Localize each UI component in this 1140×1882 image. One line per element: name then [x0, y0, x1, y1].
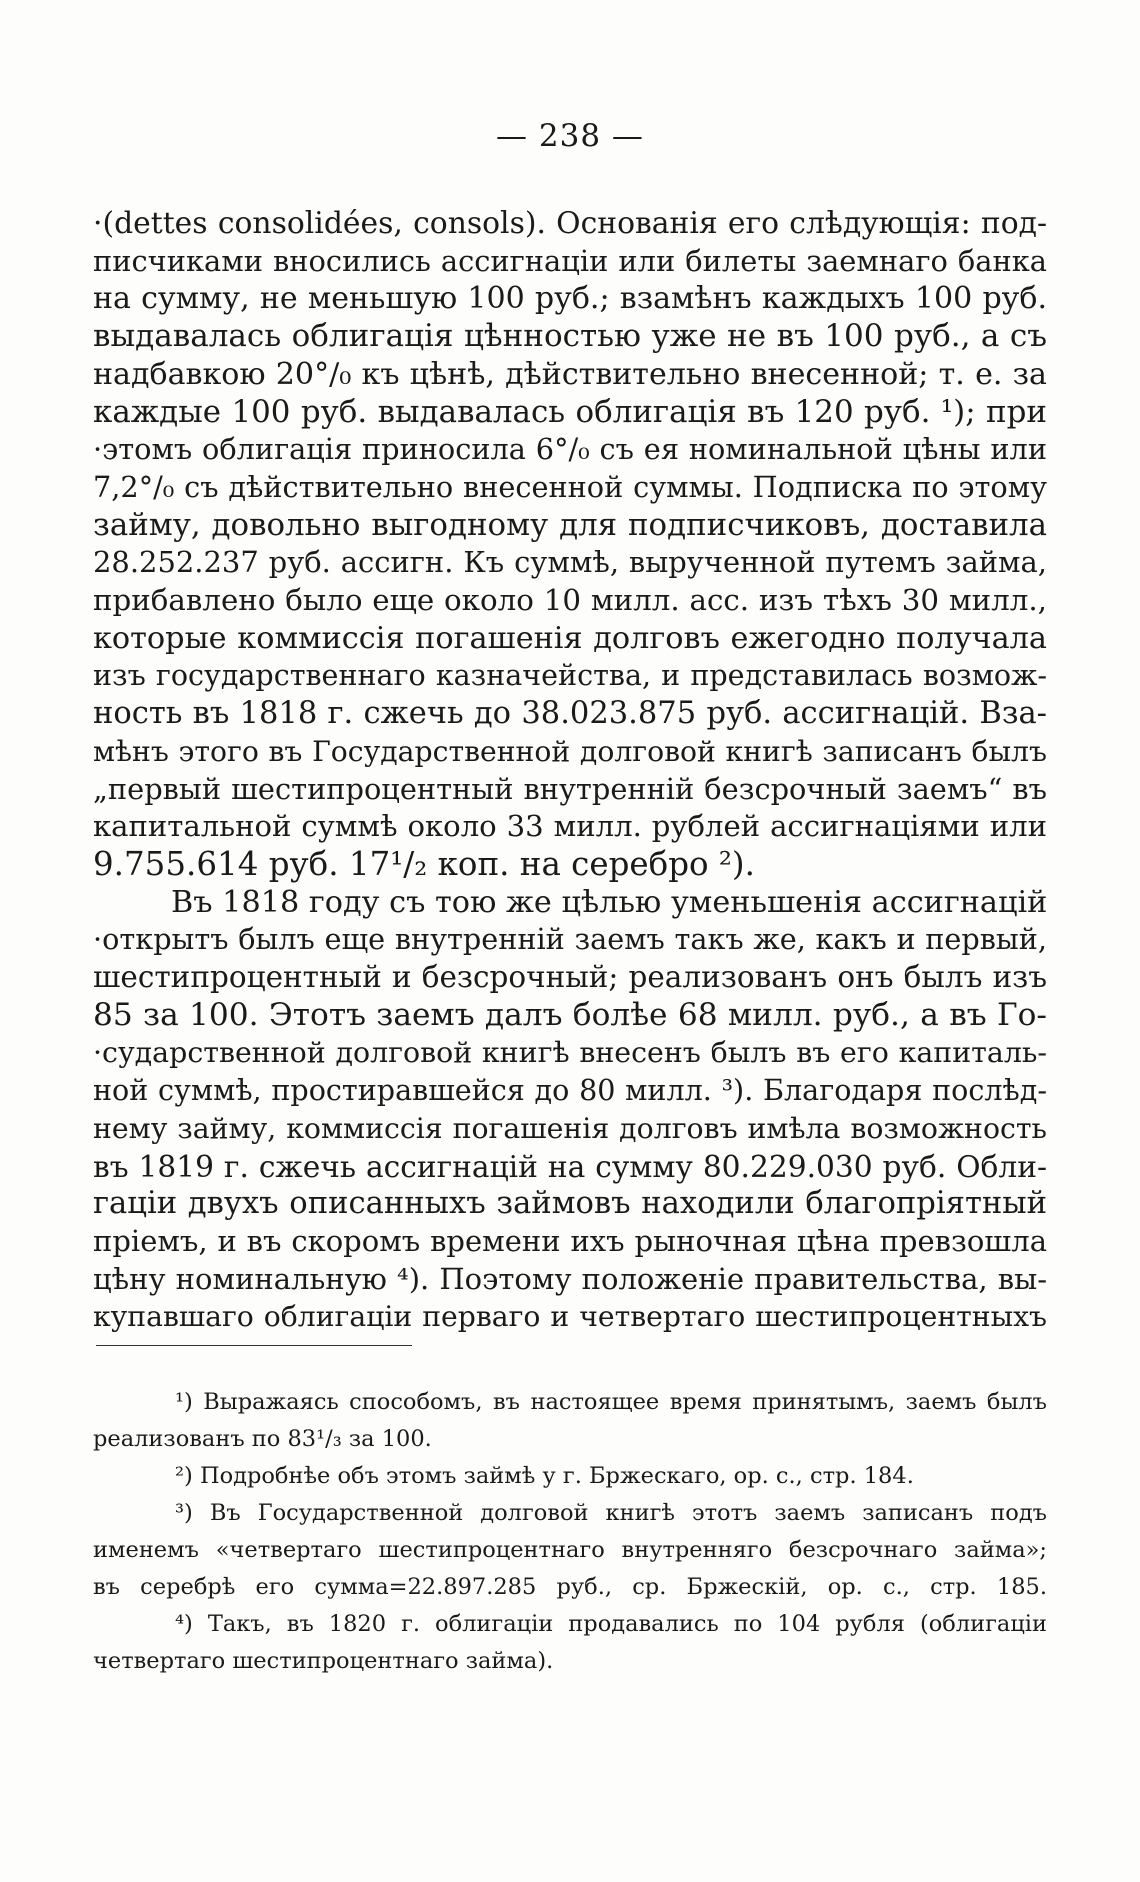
footnote-3-line: именемъ «четвертаго шестипроцентнаго внутренняго безсрочнаго займа»; — [93, 1537, 1047, 1563]
text-line: ·(dettes consolidées, consols). Основанія его слѣдующія: под- — [93, 206, 1047, 241]
text-line: 28.252.237 руб. ассигн. Къ суммѣ, вырученной путемъ займа, — [93, 545, 1047, 580]
text-line: шестипроцентный и безсрочный; реализованъ онъ былъ изъ — [93, 960, 1047, 995]
footnotes — [93, 1384, 1047, 1680]
footnote-1-line: ¹) Выражаясь способомъ, въ настоящее время принятымъ, заемъ былъ — [175, 1389, 1047, 1415]
text-line: писчиками вносились ассигнаціи или билеты заемнаго банка — [93, 243, 1047, 278]
text-line: изъ государственнаго казначейства, и представилась возмож- — [93, 658, 1047, 693]
text-line: прибавлено было еще около 10 милл. асс. изъ тѣхъ 30 милл., — [93, 583, 1047, 618]
text-line: выдавалась облигація цѣнностью уже не въ 100 руб., а съ — [93, 318, 1047, 355]
text-line: мѣнъ этого въ Государственной долговой книгѣ записанъ былъ — [93, 734, 1047, 768]
text-line: ность въ 1818 г. сжечь до 38.023.875 руб. ассигнацій. Вза- — [93, 696, 1047, 732]
text-line: гаціи двухъ описанныхъ займовъ находили благопріятный — [93, 1186, 1047, 1222]
page-number: — 238 — — [496, 118, 644, 154]
text-line: капитальной суммѣ около 33 милл. рублей ассигнаціями или — [93, 809, 1047, 844]
text-line: 85 за 100. Этотъ заемъ далъ болѣе 68 милл. руб., а въ Го- — [93, 996, 1047, 1033]
footnote-4-line: четвертаго шестипроцентнаго займа). — [93, 1648, 554, 1674]
text-line: цѣну номинальную ⁴). Поэтому положеніе правительства, вы- — [93, 1261, 1047, 1296]
text-line: 9.755.614 руб. 17¹/₂ коп. на серебро ²). — [93, 844, 755, 883]
text-line: каждые 100 руб. выдавалась облигація въ 120 руб. ¹); при — [93, 393, 1047, 430]
footnote-divider — [96, 1345, 412, 1346]
text-line: ·этомъ облигація приносила 6°/₀ съ ея номинальной цѣны или — [93, 432, 1047, 467]
main-text — [93, 205, 1047, 1336]
text-line: надбавкою 20°/₀ къ цѣнѣ, дѣйствительно внесенной; т. е. за — [93, 356, 1047, 392]
text-line: „первый шестипроцентный внутренній безсрочный заемъ“ въ — [93, 771, 1047, 806]
footnote-2-line: ²) Подробнѣе объ этомъ займѣ у г. Бржескаго, op. c., стр. 184. — [175, 1463, 914, 1489]
text-line: которые коммиссія погашенія долговъ ежегодно получала — [93, 620, 1047, 656]
text-line: ·сударственной долговой книгѣ внесенъ былъ въ его капиталь- — [93, 1036, 1047, 1070]
footnote-4-line: ⁴) Такъ, въ 1820 г. облигаціи продавались по 104 рубля (облигаціи — [175, 1611, 1047, 1637]
text-line: пріемъ, и въ скоромъ времени ихъ рыночная цѣна превзошла — [93, 1223, 1047, 1258]
text-line: 7,2°/₀ съ дѣйствительно внесенной суммы. Подписка по этому — [93, 469, 1047, 504]
text-line: въ 1819 г. сжечь ассигнацій на сумму 80.229.030 руб. Обли- — [93, 1148, 1047, 1184]
footnote-3-line: въ серебрѣ его сумма=22.897.285 руб., ср. Бржескій, op. c., стр. 185. — [93, 1574, 1047, 1600]
paragraph-start-line: Въ 1818 году съ тою же цѣлью уменьшенія ассигнацій — [171, 884, 1048, 920]
footnote-3-line: ³) Въ Государственной долговой книгѣ этотъ заемъ записанъ подъ — [175, 1500, 1047, 1526]
text-line: купавшаго облигаціи перваго и четвертаго шестипроцентныхъ — [93, 1300, 1047, 1334]
text-line: нему займу, коммиссія погашенія долговъ имѣла возможность — [93, 1111, 1047, 1145]
footnote-1-line: реализованъ по 83¹/₃ за 100. — [93, 1426, 432, 1452]
text-line: на сумму, не меньшую 100 руб.; взамѣнъ каждыхъ 100 руб. — [93, 281, 1047, 317]
text-line: ·открытъ былъ еще внутренній заемъ такъ же, какъ и первый, — [93, 922, 1047, 957]
text-line: ной суммѣ, простиравшейся до 80 милл. ³). Благодаря послѣд- — [93, 1073, 1047, 1108]
text-line: займу, довольно выгодному для подписчиковъ, доставила — [93, 506, 1047, 543]
